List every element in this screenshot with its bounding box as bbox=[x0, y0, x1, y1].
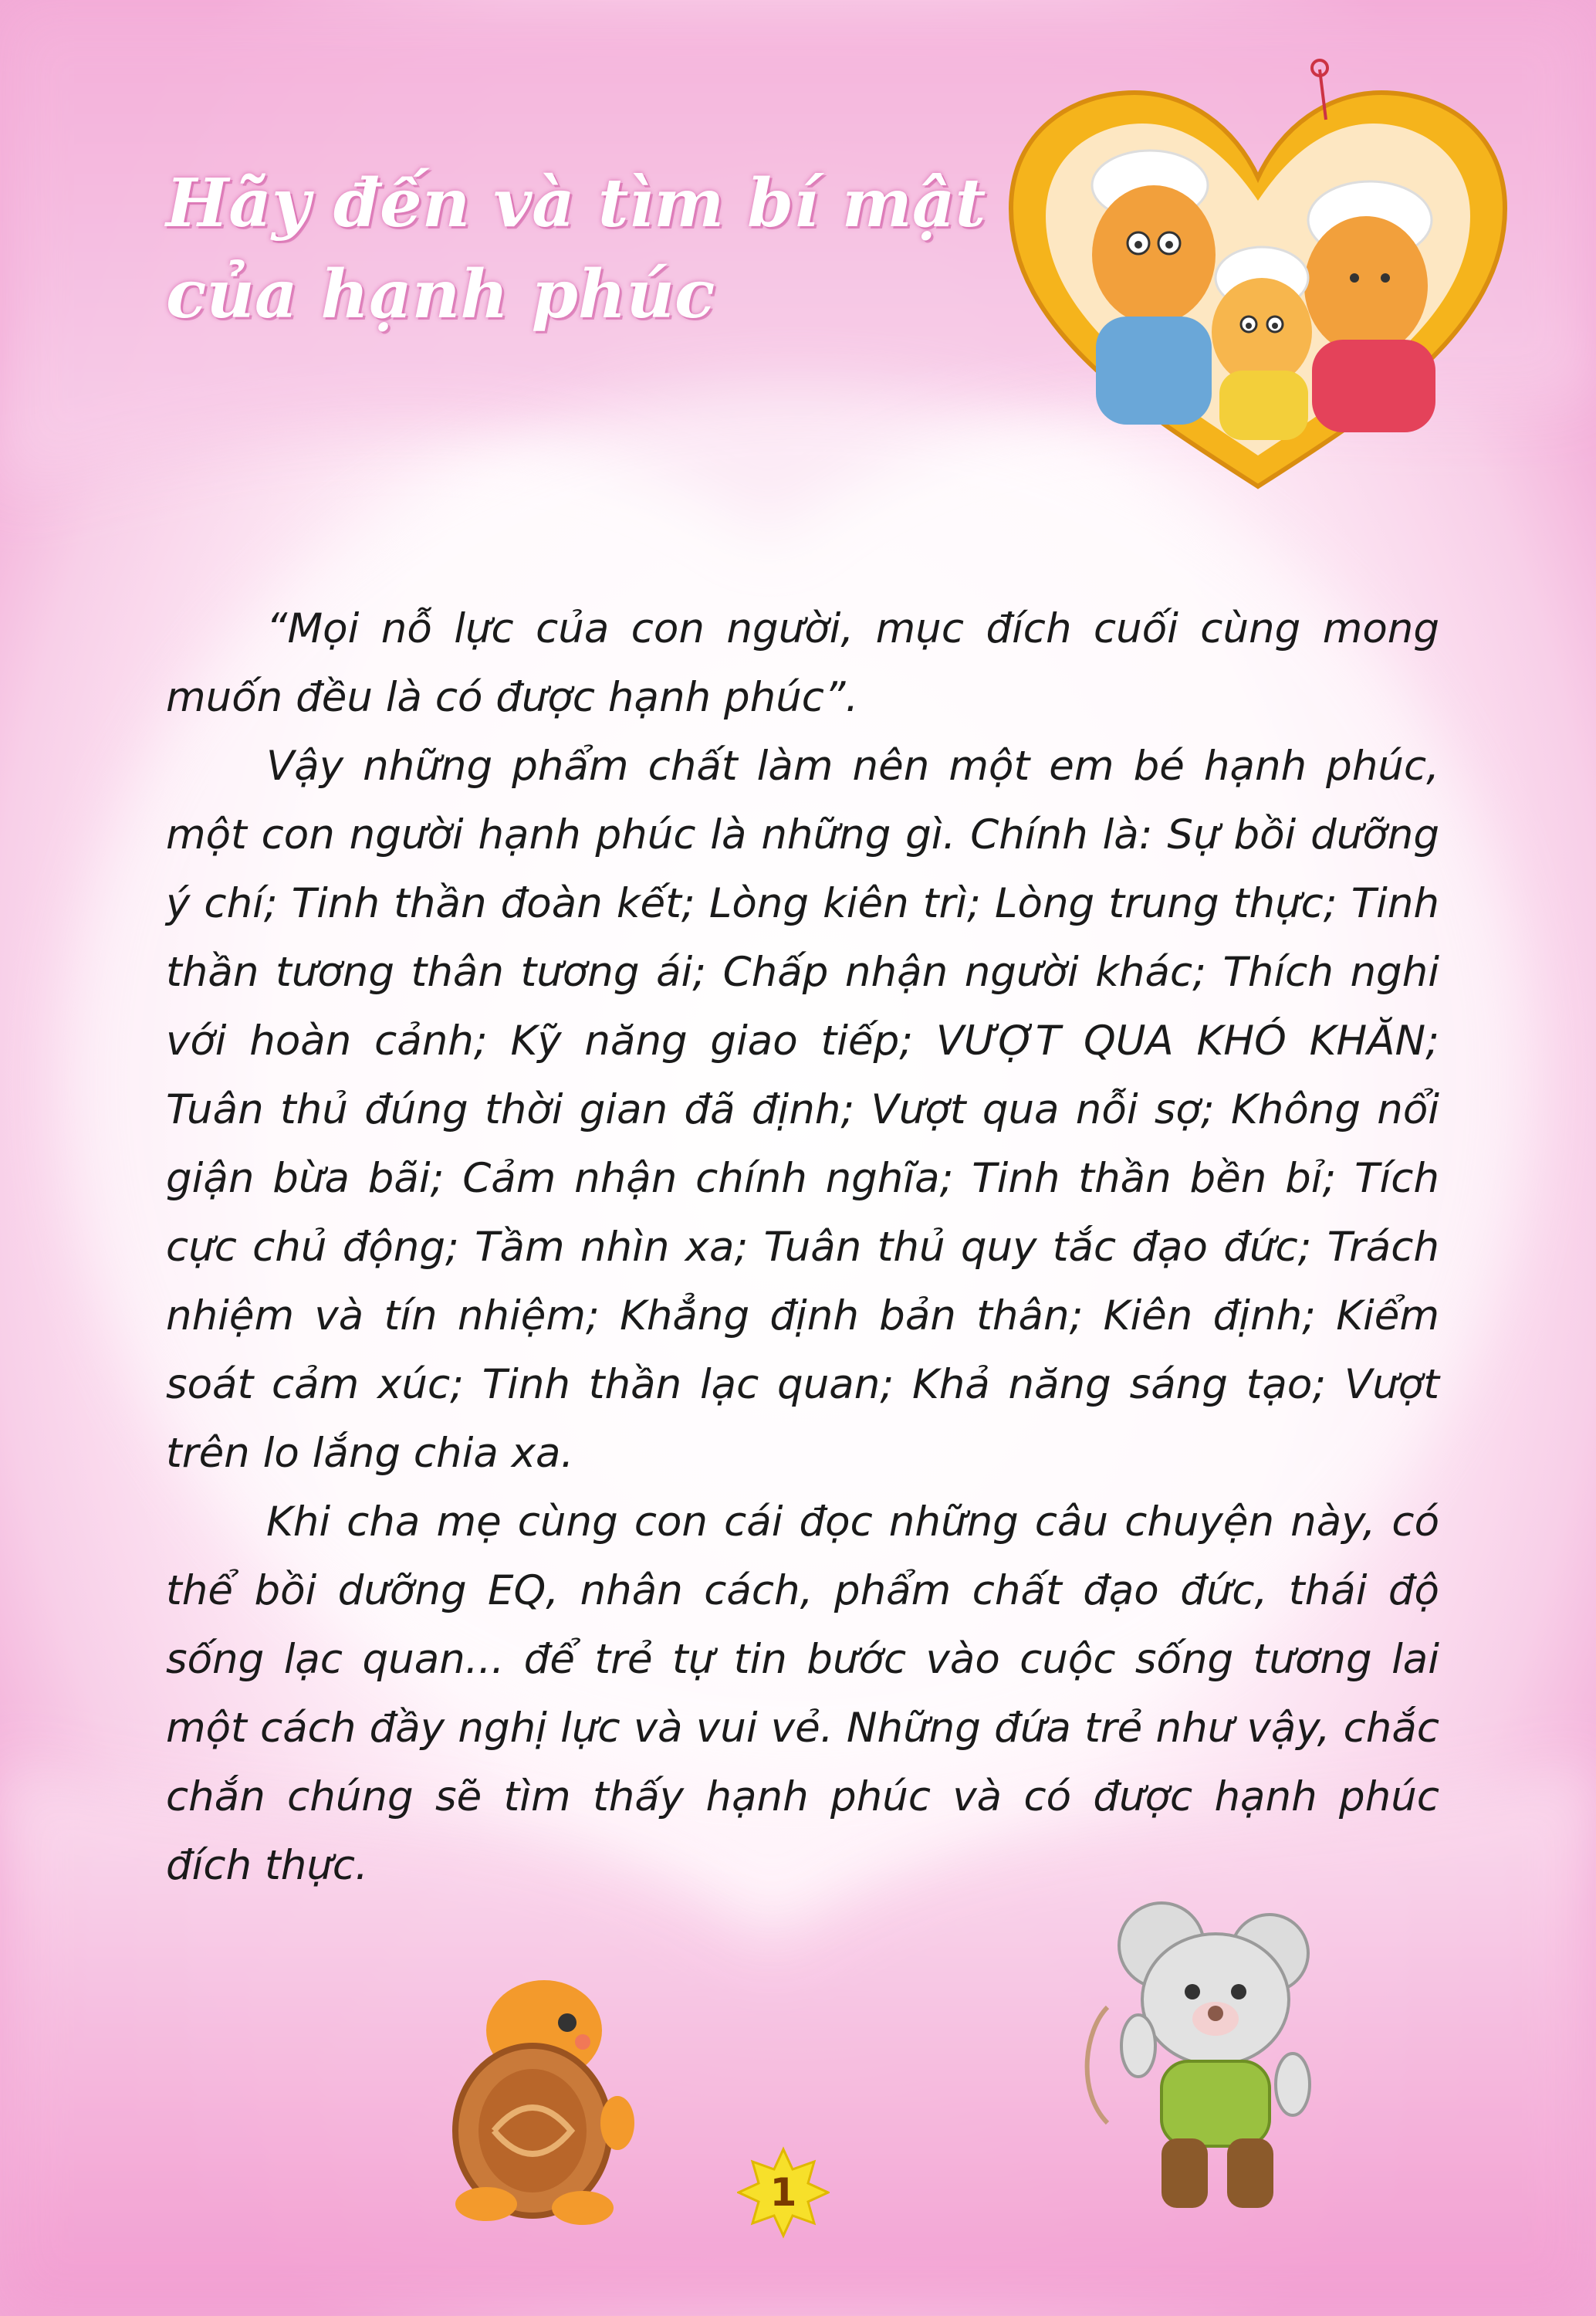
paragraph-3: Khi cha mẹ cùng con cái đọc những câu chuyện này, có thể bồi dưỡng EQ, nhân cách, phẩm chất đạo đức, thái độ sống lạc quan... để trẻ tự tin bước vào cuộc sống tương lai một cách đầy nghị lực và vui vẻ. Những đứa trẻ như vậy, chắc chắn chúng sẽ tìm thấy hạnh phúc và có được hạnh phúc đích thực. bbox=[166, 1498, 1439, 1889]
paragraph-1: “Mọi nỗ lực của con người, mục đích cuối cùng mong muốn đều là có được hạnh phúc”. bbox=[166, 605, 1439, 721]
title-line-1: Hãy đến và tìm bí mật bbox=[166, 164, 986, 242]
mouse-character bbox=[1077, 1891, 1324, 2231]
paragraph-2: Vậy những phẩm chất làm nên một em bé hạnh phúc, một con người hạnh phúc là những gì. Chính là: Sự bồi dưỡng ý chí; Tinh thần đoàn kết; Lòng kiên trì; Lòng trung thực; Tinh thần tương thân tương ái; Chấp nhận người khác; Thích nghi với hoàn cảnh; Kỹ năng giao tiếp; VƯỢT QUA KHÓ KHĂN; Tuân thủ đúng thời gian đã định; Vượt qua nỗi sợ; Không nổi giận bừa bãi; Cảm nhận chính nghĩa; Tinh thần bền bỉ; Tích cực chủ động; Tầm nhìn xa; Tuân thủ quy tắc đạo đức; Trách nhiệm và tín nhiệm; Khẳng định bản thân; Kiên định; Kiểm soát cảm xúc; Tinh thần lạc quan; Khả năng sáng tạo; Vượt trên lo lắng chia xa. bbox=[166, 743, 1439, 1477]
page-number-badge bbox=[737, 2146, 830, 2239]
body-text bbox=[166, 594, 1439, 1900]
turtle-character bbox=[428, 1976, 660, 2231]
family-portrait-heart bbox=[980, 54, 1536, 510]
page-number: 1 bbox=[769, 2170, 797, 2215]
page-title bbox=[166, 158, 1015, 340]
title-line-2: của hạnh phúc bbox=[166, 256, 715, 334]
